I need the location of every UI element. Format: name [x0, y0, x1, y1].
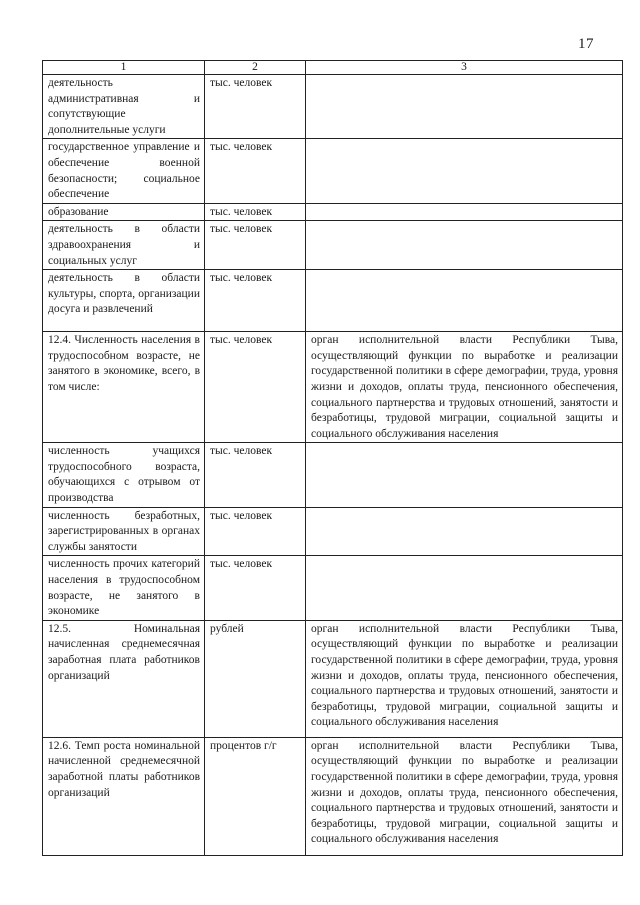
- table-row: [43, 75, 623, 139]
- indicators-table: [42, 60, 623, 856]
- responsible-cell: [306, 556, 623, 620]
- unit-cell: тыс. человек: [205, 507, 306, 556]
- indicator-cell: государственное управление и обеспечение военной безопасности; социальное обеспечение: [43, 139, 205, 203]
- unit-cell: рублей: [205, 620, 306, 737]
- table-row: [43, 507, 623, 556]
- unit-cell: тыс. человек: [205, 443, 306, 507]
- table-row: [43, 139, 623, 203]
- table-row: [43, 620, 623, 737]
- unit-cell: тыс. человек: [205, 75, 306, 139]
- header-col-2: 2: [205, 61, 306, 75]
- unit-cell: тыс. человек: [205, 139, 306, 203]
- indicator-cell: численность безработных, зарегистрированных в органах службы занятости: [43, 507, 205, 556]
- responsible-cell: [306, 75, 623, 139]
- unit-cell: тыс. человек: [205, 556, 306, 620]
- table-row: [43, 221, 623, 270]
- indicator-cell: численность прочих категорий населения в трудоспособном возрасте, не занятого в экономике: [43, 556, 205, 620]
- indicator-cell: 12.6. Темп роста номинальной начисленной среднемесячной заработной платы работников организаций: [43, 737, 205, 855]
- table-row: [43, 443, 623, 507]
- table-row: [43, 737, 623, 855]
- responsible-cell: орган исполнительной власти Республики Тыва, осуществляющий функции по выработке и реализации государственной политики в сфере демографии, труда, уровня жизни и доходов, оплаты труда, пенсионного обеспечения, социального партнерства и трудовых отношений, занятости и безработицы, трудовой миграции, социальной защиты и социального обслуживания населения: [306, 332, 623, 443]
- responsible-cell: [306, 270, 623, 332]
- indicator-cell: образование: [43, 203, 205, 221]
- header-row: [43, 61, 623, 75]
- unit-cell: процентов г/г: [205, 737, 306, 855]
- table-row: [43, 556, 623, 620]
- responsible-cell: [306, 139, 623, 203]
- responsible-cell: [306, 443, 623, 507]
- responsible-cell: [306, 507, 623, 556]
- responsible-cell: [306, 221, 623, 270]
- responsible-cell: орган исполнительной власти Республики Тыва, осуществляющий функции по выработке и реализации государственной политики в сфере демографии, труда, уровня жизни и доходов, оплаты труда, пенсионного обеспечения, социального партнерства и трудовых отношений, занятости и безработицы, трудовой миграции, социальной защиты и социального обслуживания населения: [306, 737, 623, 855]
- page-number: 17: [578, 36, 594, 52]
- indicator-cell: деятельность административная и сопутствующие дополнительные услуги: [43, 75, 205, 139]
- table-row: [43, 203, 623, 221]
- indicator-cell: деятельность в области здравоохранения и социальных услуг: [43, 221, 205, 270]
- responsible-cell: орган исполнительной власти Республики Тыва, осуществляющий функции по выработке и реализации государственной политики в сфере демографии, труда, уровня жизни и доходов, оплаты труда, пенсионного обеспечения, социального партнерства и трудовых отношений, занятости и безработицы, трудовой миграции, социальной защиты и социального обслуживания населения: [306, 620, 623, 737]
- indicator-cell: численность учащихся трудоспособного возраста, обучающихся с отрывом от производства: [43, 443, 205, 507]
- indicator-cell: деятельность в области культуры, спорта, организации досуга и развлечений: [43, 270, 205, 332]
- unit-cell: тыс. человек: [205, 270, 306, 332]
- table-row: [43, 270, 623, 332]
- header-col-1: 1: [43, 61, 205, 75]
- unit-cell: тыс. человек: [205, 221, 306, 270]
- header-col-3: 3: [306, 61, 623, 75]
- unit-cell: тыс. человек: [205, 332, 306, 443]
- table-row: [43, 332, 623, 443]
- unit-cell: тыс. человек: [205, 203, 306, 221]
- indicator-cell: 12.5. Номинальная начисленная среднемесячная заработная плата работников организаций: [43, 620, 205, 737]
- responsible-cell: [306, 203, 623, 221]
- indicator-cell: 12.4. Численность населения в трудоспособном возрасте, не занятого в экономике, всего, в том числе:: [43, 332, 205, 443]
